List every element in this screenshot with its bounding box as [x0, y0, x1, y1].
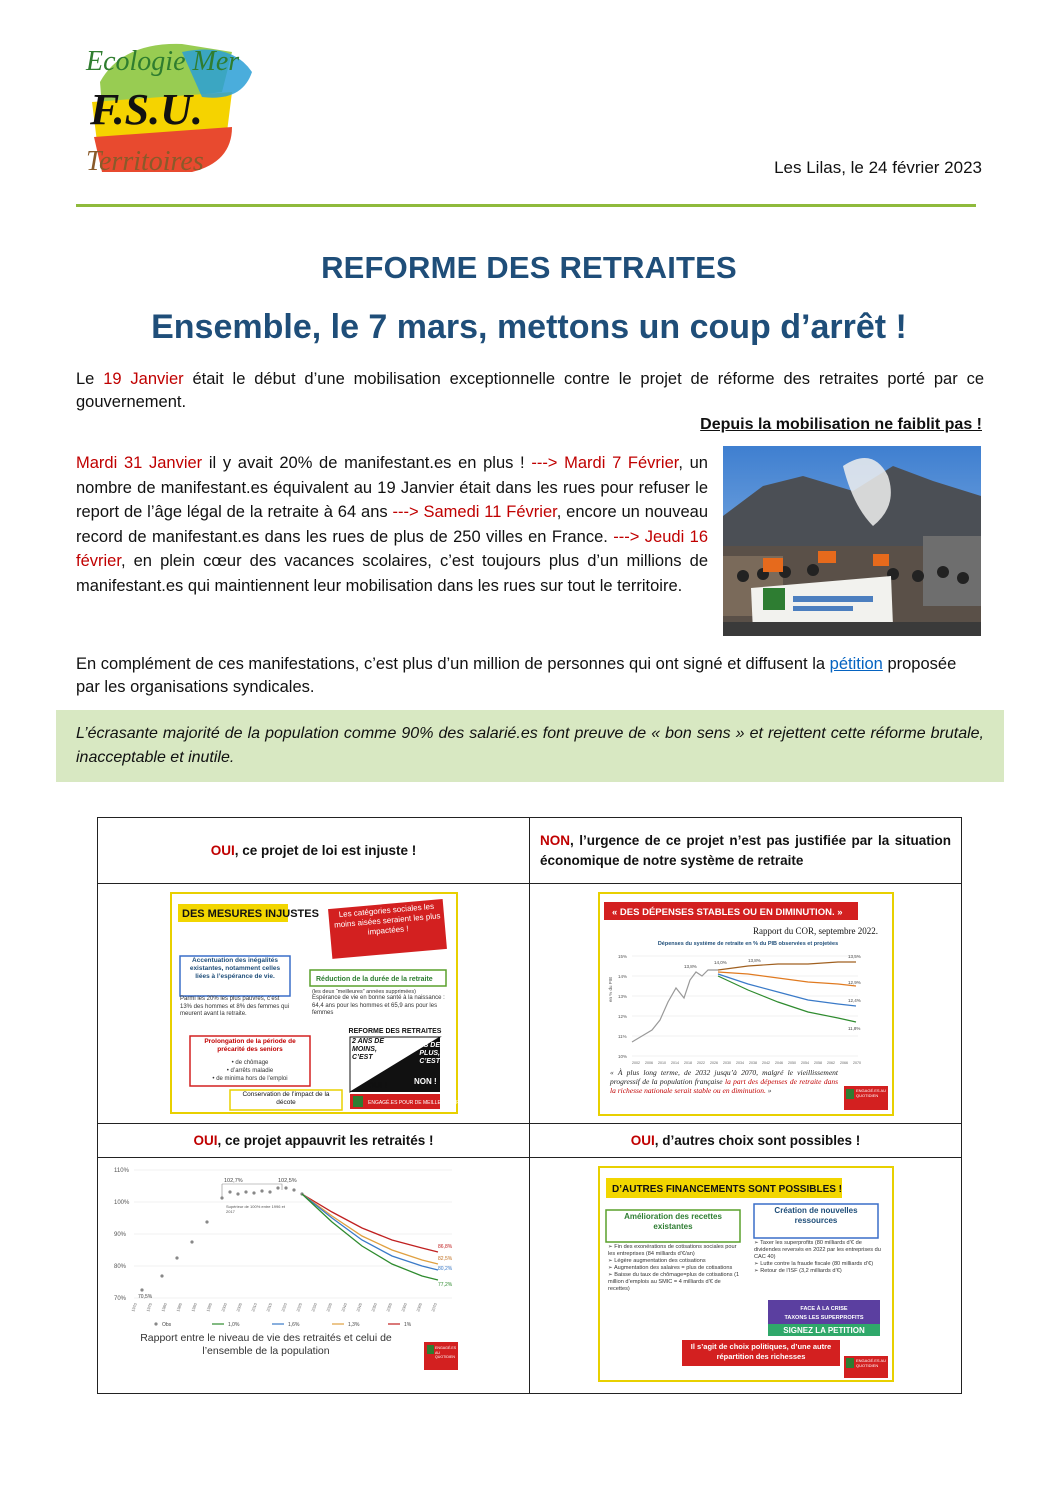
- cell-panel-financements: [530, 1158, 962, 1394]
- right-item: ➢ Taxer les superprofits (80 milliards d’€ de dividendes reversés en 2022 par les entreprises du CAC 40): [754, 1240, 881, 1260]
- panel-autres-financements: D’AUTRES FINANCEMENTS SONT POSSIBLES ! Amélioration des recettes existantes ➢ Fin des exonérations de cotisations sociales pour les entreprises (84 milliards d’€/an) ➢ Légère augmentation des cotisations ➢ Augmentation des salaires = plus de cotisations ➢ Baisse du taux de chômage=plus de cotisations (1 million d’emplois au SMIC = 4 milliards d’€ de recettes) Création de nouvelles ressources ➢ Taxer les superprofits (80 milliards d’€ de dividendes reversés en 2022 par les entreprises du CAC 40) ➢ Lutte contre la fraude fiscale (80 milliards d’€) ➢ Retour de l’ISF (3,2 milliards d’€) FACE À LA CRISE TAXONS LES SUPERPROFITS SIGNEZ LA PETITION Il s’agit de choix politiques, d’une autre répartition des richesses ENGAGÉ.ES AU QUOTIDIEN: [598, 1166, 894, 1382]
- svg-text:10%: 10%: [618, 1054, 628, 1059]
- svg-text:1990: 1990: [190, 1302, 198, 1313]
- svg-text:15%: 15%: [618, 954, 628, 959]
- svg-text:2002: 2002: [632, 1061, 640, 1065]
- svg-text:NON !: NON !: [414, 1077, 437, 1086]
- svg-text:1985: 1985: [175, 1302, 183, 1313]
- cell-panel-depenses: [530, 884, 962, 1124]
- cell-header-injuste: OUI, ce projet de loi est injuste !: [98, 818, 530, 884]
- header-divider: [76, 204, 976, 207]
- svg-text:82,5%: 82,5%: [438, 1256, 453, 1262]
- svg-text:12%: 12%: [618, 1014, 628, 1019]
- svg-text:2038: 2038: [749, 1061, 757, 1065]
- svg-text:77,2%: 77,2%: [438, 1282, 453, 1288]
- svg-text:2020: 2020: [280, 1302, 288, 1313]
- svg-text:13%: 13%: [618, 994, 628, 999]
- svg-text:2046: 2046: [775, 1061, 783, 1065]
- panel-mesures-injustes: DES MESURES INJUSTES Les catégories sociales les moins aisées seraient les plus impactées ! Accentuation des inégalités existantes, notamment celles liées à l’espérance de vie. Parmi les 20% les plus pauvres, c’est 13% des hommes et 8% des femmes qui meurent avant la retraite. Réduction de la durée de la retraite (les deux “meilleures” années supprimées) Espérance de vie en bonne santé à la naissance : 64,4 ans pour les hommes et 65,9 ans pour les femmes Prolongation de la période de précarité des seniors • de chômage • d’arrêts maladie • de minima hors de l’emploi Conservation de l’impact de la décote REFORME DES RETRAITES 2 ANS DE MOINS, C’EST 2 ANS DE PLUS, C’EST OUI ! NON ! ENGAGÉ.ES POUR DE MEILLEURES RETRAITES: [170, 892, 458, 1114]
- svg-text:11%: 11%: [618, 1034, 627, 1039]
- svg-text:1975: 1975: [145, 1302, 153, 1313]
- svg-text:2014: 2014: [671, 1061, 679, 1065]
- svg-text:2000: 2000: [220, 1302, 228, 1313]
- svg-text:2026: 2026: [710, 1061, 718, 1065]
- svg-text:• d’arrêts maladie: • d’arrêts maladie: [226, 1068, 274, 1074]
- left-item: ➢ Fin des exonérations de cotisations sociales pour les entreprises (84 milliards d’€/an): [608, 1244, 737, 1257]
- svg-text:2005: 2005: [235, 1302, 243, 1313]
- right-item: ➢ Lutte contre la fraude fiscale (80 milliards d’€): [754, 1261, 874, 1267]
- svg-text:14,0%: 14,0%: [714, 960, 727, 965]
- highlight-note: L’écrasante majorité de la population comme 90% des salarié.es font preuve de « bon sens » et rejettent cette réforme brutale, inacceptable et inutile.: [56, 710, 1004, 782]
- svg-text:1%: 1%: [404, 1322, 412, 1328]
- svg-text:REFORME DES RETRAITES: REFORME DES RETRAITES: [348, 1028, 442, 1035]
- svg-text:13,8%: 13,8%: [684, 964, 697, 969]
- svg-text:11,8%: 11,8%: [848, 1026, 861, 1031]
- demonstration-photo: [723, 446, 981, 636]
- svg-text:13,5%: 13,5%: [848, 954, 861, 959]
- svg-text:2018: 2018: [684, 1061, 692, 1065]
- date-highlight: 19 Janvier: [103, 370, 184, 388]
- svg-text:86,8%: 86,8%: [438, 1244, 453, 1250]
- svg-text:2040: 2040: [340, 1302, 348, 1313]
- svg-text:2030: 2030: [310, 1302, 318, 1313]
- left-item: ➢ Légère augmentation des cotisations: [608, 1258, 706, 1264]
- svg-text:110%: 110%: [114, 1168, 129, 1174]
- svg-text:en % du PIB: en % du PIB: [608, 976, 613, 1002]
- svg-text:Réduction de la durée de la re: Réduction de la durée de la retraite: [316, 976, 433, 983]
- svg-text:2070: 2070: [430, 1302, 438, 1313]
- svg-text:2010: 2010: [250, 1302, 258, 1313]
- svg-text:SIGNEZ LA PETITION: SIGNEZ LA PETITION: [783, 1326, 865, 1335]
- svg-text:70,5%: 70,5%: [138, 1294, 153, 1300]
- svg-text:DES MESURES INJUSTES: DES MESURES INJUSTES: [182, 908, 319, 920]
- cell-header-urgence: NON, l’urgence de ce projet n’est pas justifiée par la situation économique de notre système de retraite: [530, 818, 962, 884]
- panel-depenses-stables: « DES DÉPENSES STABLES OU EN DIMINUTION. » Rapport du COR, septembre 2022. Dépenses du système de retraite en % du PIB observées et projetées en % du PIB 15% 14% 13% 12% 11% 10% 13,8% 14,0% 13,5% 12,9% 12,4% 11,8% 13,8% 2002 2006 2010 2014 2018 2022 2026 2030 2034 2038 2042 2046 2050 2054 2058 2062 2066 2070 « À plus long terme, de 2032 jusqu’à 2070, malgré le vieillissement progressif de la population française la part des dépenses de retraite dans la richesse nationale serait stable ou en diminution. » ENGAGÉ.ES AU QUOTIDIEN: [598, 892, 894, 1116]
- svg-text:2045: 2045: [355, 1302, 363, 1313]
- svg-text:2015: 2015: [265, 1302, 273, 1313]
- cell-header-appauvrit: OUI, ce projet appauvrit les retraités !: [98, 1124, 530, 1158]
- svg-text:2062: 2062: [827, 1061, 835, 1065]
- svg-text:80%: 80%: [114, 1264, 127, 1270]
- svg-text:1,3%: 1,3%: [348, 1322, 360, 1328]
- svg-text:1995: 1995: [205, 1302, 213, 1313]
- svg-text:2050: 2050: [370, 1302, 378, 1313]
- svg-text:2042: 2042: [762, 1061, 770, 1065]
- panel-niveau-de-vie: 110% 100% 90% 80% 70% 102,7% 102,5% 70,5% Supérieur de 100% entre 1996 et 2017 86,8% 82,5% 80,2% 77,2% 1970 1975 1980 1985 1990 1995 2000 2005 2010 2015 2020 2025 2030 2035 2040 2045 2050 2055 2060 2065 2070 Obs 1,0% 1,6% 1,3% 1% Rapport entre le niveau de vie des retraités et celui de l’ensemble de la population ENGAGÉ.ES AU QUOTIDIEN: [112, 1162, 460, 1390]
- cell-panel-niveau-vie: [98, 1158, 530, 1394]
- left-item: ➢ Augmentation des salaires = plus de cotisations: [608, 1265, 733, 1271]
- cell-header-choix: OUI, d’autres choix sont possibles !: [530, 1124, 962, 1158]
- svg-text:2065: 2065: [415, 1302, 423, 1313]
- arguments-grid: [97, 817, 962, 1394]
- section-subheading: Depuis la mobilisation ne faiblit pas !: [700, 416, 982, 433]
- svg-text:D’AUTRES FINANCEMENTS SONT POS: D’AUTRES FINANCEMENTS SONT POSSIBLES !: [612, 1184, 843, 1195]
- svg-text:1980: 1980: [160, 1302, 168, 1313]
- svg-text:2006: 2006: [645, 1061, 653, 1065]
- svg-text:2010: 2010: [658, 1061, 666, 1065]
- intro-paragraph: Le 19 Janvier était le début d’une mobilisation exceptionnelle contre le projet de réforme des retraites porté par ce gouvernement.: [76, 370, 984, 411]
- svg-text:70%: 70%: [114, 1296, 127, 1302]
- svg-text:« DES DÉPENSES STABLES OU EN D: « DES DÉPENSES STABLES OU EN DIMINUTION. »: [612, 907, 843, 918]
- document-date: Les Lilas, le 24 février 2023: [774, 158, 982, 177]
- svg-text:• de chômage: • de chômage: [231, 1060, 269, 1066]
- svg-text:Obs: Obs: [162, 1322, 172, 1328]
- left-item: ➢ Baisse du taux de chômage=plus de cotisations (1 million d’emplois au SMIC = 4 milliards d’€ de recettes): [608, 1272, 740, 1292]
- svg-text:2058: 2058: [814, 1061, 822, 1065]
- svg-text:• de minima hors de l’emploi: • de minima hors de l’emploi: [212, 1076, 288, 1082]
- svg-text:1,0%: 1,0%: [228, 1322, 240, 1328]
- svg-text:2060: 2060: [400, 1302, 408, 1313]
- svg-text:12,9%: 12,9%: [848, 980, 861, 985]
- svg-text:102,5%: 102,5%: [278, 1178, 297, 1184]
- svg-text:2030: 2030: [723, 1061, 731, 1065]
- fsu-logo: [82, 22, 262, 182]
- page-subtitle: Ensemble, le 7 mars, mettons un coup d’arrêt !: [151, 308, 907, 346]
- cell-panel-mesures: [98, 884, 530, 1124]
- svg-text:2055: 2055: [385, 1302, 393, 1313]
- svg-text:1970: 1970: [130, 1302, 138, 1313]
- svg-text:2050: 2050: [788, 1061, 796, 1065]
- svg-text:2034: 2034: [736, 1061, 744, 1065]
- svg-text:OUI !: OUI !: [368, 1081, 388, 1090]
- svg-text:102,7%: 102,7%: [224, 1178, 243, 1184]
- petition-paragraph: En complément de ces manifestations, c’est plus d’un million de personnes qui ont signé et diffusent la pétition proposée par les organisations syndicales.: [76, 655, 957, 696]
- svg-text:14%: 14%: [618, 974, 628, 979]
- mobilisation-paragraph: Mardi 31 Janvier il y avait 20% de manifestant.es en plus ! ---> Mardi 7 Février, un nombre de manifestant.es équivalent au 19 Janvier était dans les rues pour refuser le report de l’âge légal de la retraite à 64 ans ---> Samedi 11 Février, encore un nouveau record de manifestant.es dans les rues de plus de 250 villes en France. ---> Jeudi 16 février, en plein cœur des vacances scolaires, c’est toujours plus d’un millions de manifestant.es qui maintiennent leur mobilisation dans les rues sur tout le territoire.: [76, 454, 709, 595]
- svg-text:FACE À LA CRISE: FACE À LA CRISE: [800, 1306, 848, 1312]
- petition-link[interactable]: pétition: [829, 655, 883, 673]
- svg-text:Dépenses du système de retrait: Dépenses du système de retraite en % du PIB observées et projetées: [657, 941, 839, 947]
- svg-text:2054: 2054: [801, 1061, 809, 1065]
- right-item: ➢ Retour de l’ISF (3,2 milliards d’€): [754, 1268, 842, 1274]
- svg-text:2035: 2035: [325, 1302, 333, 1313]
- svg-text:Territoires: Territoires: [86, 146, 204, 177]
- svg-text:12,4%: 12,4%: [848, 998, 861, 1003]
- svg-text:80,2%: 80,2%: [438, 1266, 453, 1272]
- svg-text:2022: 2022: [697, 1061, 705, 1065]
- svg-text:13,8%: 13,8%: [748, 958, 761, 963]
- svg-text:1,6%: 1,6%: [288, 1322, 300, 1328]
- svg-text:(les deux “meilleures” années: (les deux “meilleures” années supprimées): [312, 989, 416, 995]
- svg-text:90%: 90%: [114, 1232, 127, 1238]
- svg-text:Rapport du COR, septembre 2022: Rapport du COR, septembre 2022.: [753, 926, 878, 936]
- svg-text:TAXONS LES SUPERPROFITS: TAXONS LES SUPERPROFITS: [784, 1315, 864, 1321]
- svg-text:F.S.U.: F.S.U.: [90, 85, 203, 134]
- svg-text:Ecologie Mer: Ecologie Mer: [86, 46, 240, 77]
- svg-text:ENGAGÉ.ES POUR DE MEILLEURES R: ENGAGÉ.ES POUR DE MEILLEURES RETRAITES: [368, 1100, 485, 1106]
- page-title: REFORME DES RETRAITES: [321, 250, 737, 285]
- svg-text:100%: 100%: [114, 1200, 130, 1206]
- svg-text:2025: 2025: [295, 1302, 303, 1313]
- svg-text:2070: 2070: [853, 1061, 861, 1065]
- svg-text:2066: 2066: [840, 1061, 848, 1065]
